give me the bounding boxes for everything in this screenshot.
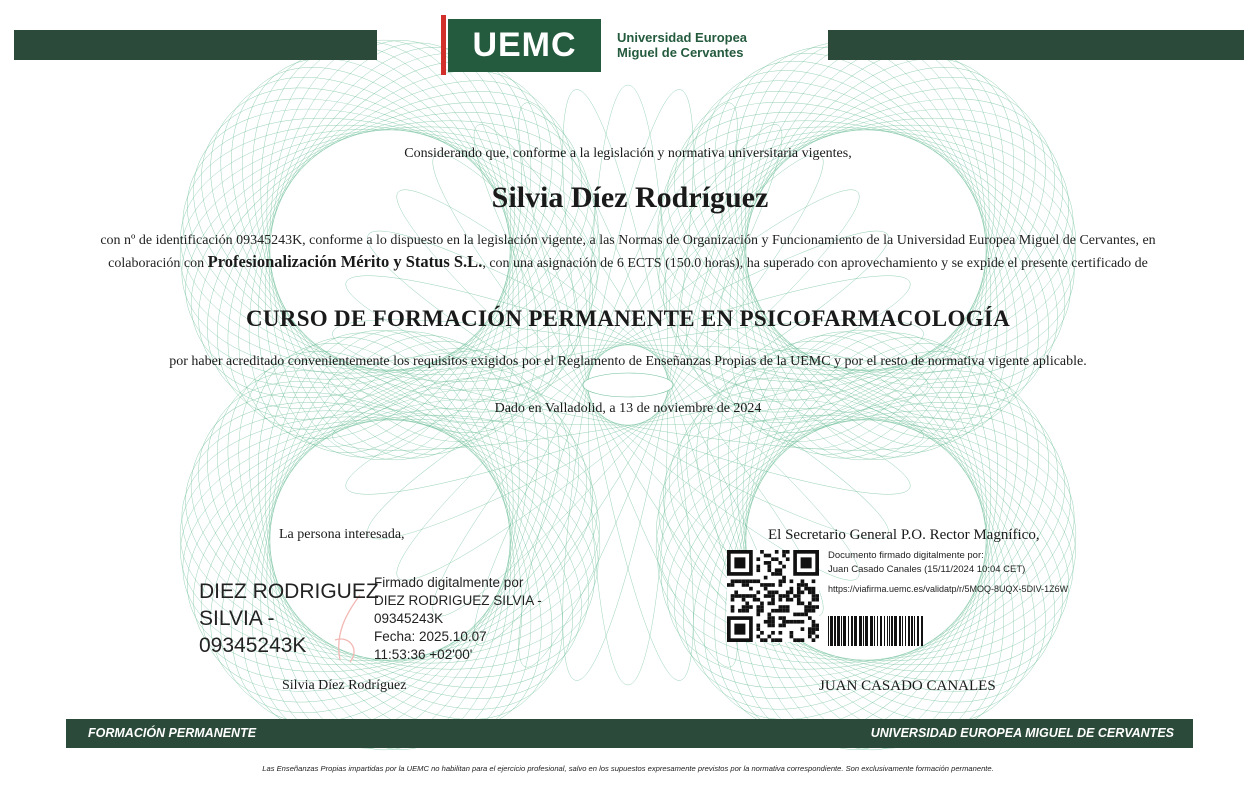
validation-url[interactable]: https://viafirma.uemc.es/validatp/r/5MOQ-8UQX-5DIV-1Z6W	[828, 584, 1069, 594]
left-sig-line4: Fecha: 2025.10.07	[374, 629, 487, 644]
logo-text: UEMC	[472, 26, 577, 64]
body-part2: , con una asignación de 6 ECTS (150.0 horas), ha superado con aprovechamiento y se expide el presente certificado de	[482, 256, 1148, 271]
header-bar-left	[14, 30, 377, 60]
left-signer-big-line2: SILVIA -	[199, 607, 275, 630]
disclaimer: Las Enseñanzas Propias impartidas por la UEMC no habilitan para el ejercicio profesional, salvo en los supuestos expresamente previstos por la normativa correspondiente. Son exclusivamente formación permanente.	[262, 764, 994, 773]
left-digital-signature	[374, 574, 542, 664]
qr-code-icon	[727, 550, 819, 642]
right-signer-role: El Secretario General P.O. Rector Magnífico,	[768, 527, 1040, 543]
partner-name: Profesionalización Mérito y Status S.L.	[207, 252, 483, 271]
issue-date: Dado en Valladolid, a 13 de noviembre de 2024	[494, 401, 762, 416]
right-doc-line2: Juan Casado Canales (15/11/2024 10:04 CET)	[828, 564, 1026, 575]
right-digital-signature	[828, 549, 1025, 577]
header-bar-right	[828, 30, 1244, 60]
left-signer-big-line3: 09345243K	[199, 634, 307, 657]
university-line1: Universidad Europea	[617, 30, 748, 45]
body-part1: con nº de identificación 09345243K, conforme a lo dispuesto en la legislación vigente, a las Normas de Organización y Funcionamiento de la Universidad Europea Miguel de Cervantes, en colaboración con	[100, 233, 1156, 271]
footer-bar	[66, 719, 1193, 748]
left-sig-line5: 11:53:36 +02'00'	[374, 647, 473, 662]
left-sig-line2: DIEZ RODRIGUEZ SILVIA -	[374, 593, 542, 608]
left-signer-name: Silvia Díez Rodríguez	[282, 678, 407, 693]
left-signer-role: La persona interesada,	[279, 527, 405, 542]
left-sig-line3: 09345243K	[374, 611, 444, 626]
left-sig-line1: Firmado digitalmente por	[374, 575, 524, 590]
footer-right-label: UNIVERSIDAD EUROPEA MIGUEL DE CERVANTES	[870, 726, 1174, 740]
university-name	[617, 30, 747, 60]
accreditation-text: por haber acreditado convenientemente los requisitos exigidos por el Reglamento de Enseñanzas Propias de la UEMC y por el resto de normativa vigente aplicable.	[169, 354, 1087, 369]
left-signer-big-line1: DIEZ RODRIGUEZ	[199, 580, 379, 603]
footer-left-label: FORMACIÓN PERMANENTE	[88, 726, 257, 740]
course-title: CURSO DE FORMACIÓN PERMANENTE EN PSICOFARMACOLOGÍA	[245, 306, 1010, 331]
logo-accent-icon	[441, 15, 446, 75]
intro-text: Considerando que, conforme a la legislación y normativa universitaria vigentes,	[404, 146, 852, 161]
right-doc-line1: Documento firmado digitalmente por:	[828, 550, 984, 561]
right-signer-name: JUAN CASADO CANALES	[819, 678, 996, 694]
uemc-logo	[448, 19, 601, 72]
left-signer-big	[199, 578, 379, 659]
university-line2: Miguel de Cervantes	[617, 45, 744, 60]
recipient-name: Silvia Díez Rodríguez	[491, 181, 769, 214]
certificate-body	[95, 230, 1161, 274]
barcode-icon	[828, 616, 926, 646]
